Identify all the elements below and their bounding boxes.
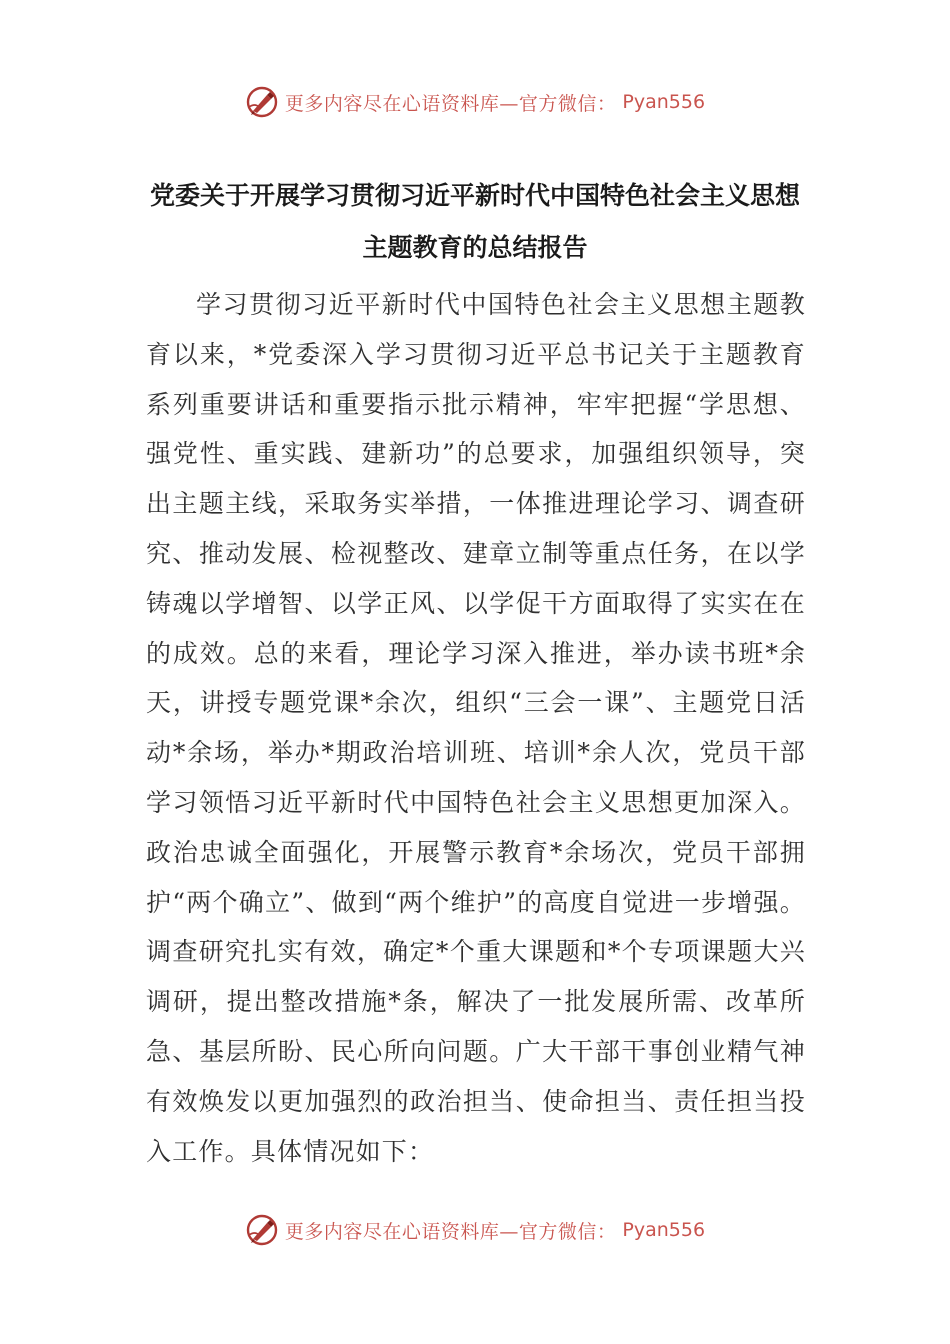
pen-logo-icon — [245, 85, 279, 119]
footer-banner — [0, 1208, 950, 1252]
header-banner — [0, 80, 950, 124]
pen-logo-icon — [245, 1213, 279, 1247]
document-title: 党委关于开展学习贯彻习近平新时代中国特色社会主义思想主题教育的总结报告 — [149, 181, 800, 262]
header-wechat-id: Pyan556 — [622, 91, 706, 113]
footer-wechat-id: Pyan556 — [622, 1219, 706, 1241]
footer-banner-text: 更多内容尽在心语资料库—官方微信： — [284, 1220, 617, 1243]
header-banner-text: 更多内容尽在心语资料库—官方微信： — [284, 92, 617, 115]
body-paragraph: 学习贯彻习近平新时代中国特色社会主义思想主题教育以来，*党委深入学习贯彻习近平总书记关于主题教育系列重要讲话和重要指示批示精神，牢牢把握“学思想、强党性、重实践、建新功”的总要求，加强组织领导，突出主题主线，采取务实举措，一体推进理论学习、调查研究、推动发展、检视整改、建章立制等重点任务，在以学铸魂以学增智、以学正风、以学促干方面取得了实实在在的成效。总的来看，理论学习深入推进，举办读书班*余天，讲授专题党课*余次，组织“三会一课”、主题党日活动*余场，举办*期政治培训班、培训*余人次，党员干部学习领悟习近平新时代中国特色社会主义思想更加深入。政治忠诚全面强化，开展警示教育*余场次，党员干部拥护“两个确立”、做到“两个维护”的高度自觉进一步增强。调查研究扎实有效，确定*个重大课题和*个专项课题大兴调研，提出整改措施*条，解决了一批发展所需、改革所急、基层所盼、民心所向问题。广大干部干事创业精气神有效焕发以更加强烈的政治担当、使命担当、责任担当投入工作。具体情况如下： — [146, 290, 806, 1166]
